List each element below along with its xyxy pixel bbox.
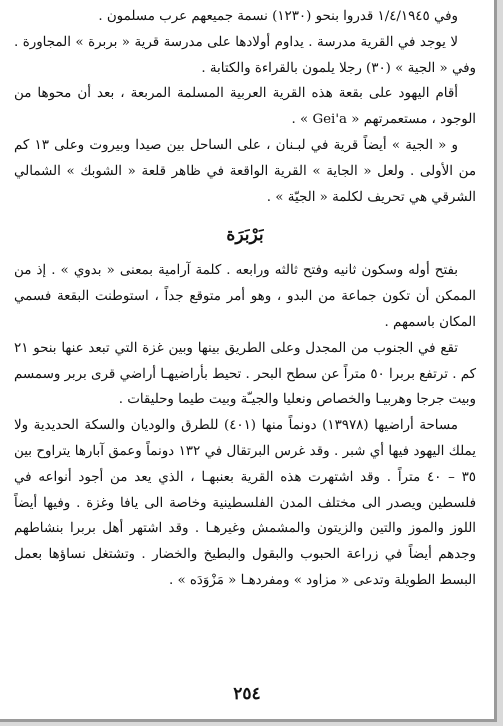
paragraph-settlement: أقام اليهود على بقعة هذه القرية العربية المسلمة المربعة ، بعد أن محوها من الوجود ، مستعمرتهم « Gei'a » . [14,86,476,128]
paragraph-lands: مساحة أراضيها (١٣٩٧٨) دونماً منها (٤٠١) للطرق والوديان والسكة الحديدية ولا يملك اليهود فيها أي شبر . وقد غرس البرتقال في ١٣٢ دونماً وعمق آبارها يتراوح بين ٣٥ – ٤٠ متراً . وقد اشتهرت هذه القرية بعنبهـا ، الذي يعد من أجود أنواعه في فلسطين ويصدر الى مختلف المدن الفلسطينية وخاصة الى يافا وغزة . وفيها أيضاً اللوز والموز والتين والزيتون والمشمش وغيرهـا . وقد اشتهر أهل بربرا بنشاطهم وجدهم أيضاً في زراعة الحبوب والبقول والبطيخ والخضار . وتشتغل نساؤها بعمل البسط الطويلة وتدعى « مزاود » ومفردهـا « مَزْوَدَه » . [14,418,476,588]
paragraph-population: وفي ١/٤/١٩٤٥ قدروا بنحو (١٢٣٠) نسمة جميعهم عرب مسلمون . [98,9,458,24]
paragraph-lebanon: و « الجية » أيضاً قرية في لبـنان ، على الساحل بين صيدا وبيروت وعلى ١٣ كم من الأولى . ولعل « الجاية » القرية الواقعة في ظاهر قلعة « الشوبك » الشمالي الشرقي هي تحريف لكلمة « الجيّة » . [14,137,476,205]
paragraph-school: لا يوجد في القرية مدرسة . يداوم أولادها على مدرسة قرية « بربرة » المجاورة . وفي « الجية » (٣٠) رجلا يلمون بالقراءة والكتابة . [14,34,476,76]
paragraph-location: تقع في الجنوب من المجدل وعلى الطريق بينها وبين غزة التي تبعد عنها بنحو ٢١ كم . ترتفع بربرا ٥٠ متراً عن سطح البحر . تحيط بأراضيهـا أراضي قرى بربر وسمسم وبيت جرجا وهربيـا والخصاص ونعليا والجيـّة وبيت طيما وحليقات . [14,340,476,408]
paragraph-etymology: بفتح أوله وسكون ثانيه وفتح ثالثه ورابعه . كلمة آرامية بمعنى « بدوي » . إذ من الممكن أن تكون جماعة من البدو ، وهو أمر متوقع جداً ، استوطنت البقعة فسمي المكان باسمهم . [14,263,476,330]
section-heading: بَرْبَرَة [226,225,264,246]
document-page [14,4,476,594]
page-number: ٢٥٤ [233,684,261,704]
